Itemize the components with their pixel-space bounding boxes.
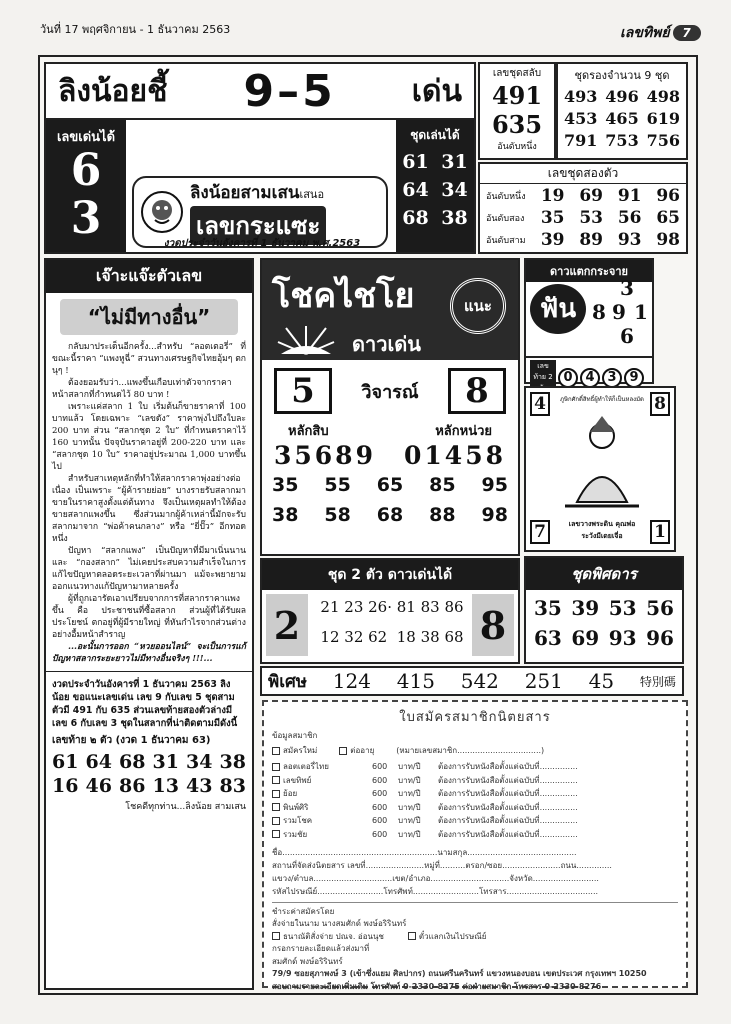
reserve-num: 791: [564, 131, 598, 150]
item-name: เลขทิพย์: [283, 775, 312, 785]
set-play-num: 38: [441, 207, 468, 229]
special-line: [260, 666, 684, 696]
item-price: 600: [372, 829, 388, 839]
article-paragraph: กลับมาประเด็นอีกครั้ง...สำหรับ “ลอตเตอรี่” ที่ขณะนี้ราคา “แพงหูฉี่” สวนทางเศรษฐกิจไทยอุ้มๆ ตกนุๆ !: [52, 342, 246, 376]
item-name: ลอตเตอรี่ไทย: [283, 762, 329, 771]
item-unit: บาท/ปี: [398, 762, 421, 771]
right-digit: 8: [448, 368, 506, 414]
tail-num: 61: [52, 751, 79, 773]
reserve-num: 753: [605, 131, 639, 150]
pay-opt1-label: ธนาณัติสั่งจ่าย ปณจ. อ่อนนุช: [283, 931, 384, 941]
logo-line2: เลขกระแซะ: [190, 206, 326, 245]
special-set-box: [524, 556, 684, 664]
set-play-num: 61: [402, 151, 429, 173]
two-digit-num: 39: [540, 230, 565, 250]
center-num: 85: [429, 474, 456, 496]
item-price: 600: [372, 775, 388, 785]
subscription-form: [262, 700, 688, 991]
reserve-num: 756: [646, 131, 680, 150]
center-num: 58: [324, 504, 351, 526]
item-checkbox[interactable]: [272, 763, 280, 771]
tail-num: 68: [119, 751, 146, 773]
special-line-num: 45: [588, 669, 615, 693]
chokchaiyo-sub2: ดาวเด่น: [352, 332, 421, 356]
reserve-num: 493: [564, 87, 598, 106]
reserve-num: 498: [646, 87, 680, 106]
swap-box: [478, 62, 556, 160]
swap-num-1: 491: [491, 81, 543, 110]
special-set-label: ชุดพิศดาร: [526, 558, 682, 590]
item-name: ย้อย: [283, 789, 298, 799]
two-digit-num: 53: [579, 208, 603, 228]
rank-label: อันดับสาม: [486, 236, 526, 246]
two-digit-num: 19: [540, 186, 565, 206]
send-phone: สอบถามรายละเอียดเพิ่มเติม โทรศัพท์ 0-2330-8275 ต่อฝ่ายสมาชิก โทรสาร 0-2330-8276: [272, 981, 602, 991]
form-field[interactable]: สถานที่จัดส่งนิตยสาร เลขที่.......................หมู่ที่..........ตรอก/ซอย.......................ถนน..............: [272, 860, 612, 870]
opt-new-label: สมัครใหม่: [283, 746, 318, 755]
lead-label: เลขเด่นได้: [56, 130, 116, 145]
two-digit-num: 35: [540, 208, 565, 228]
article-paragraph: เพราะแค่สลาก 1 ใบ เริ่มต้นก็ขายราคาที่ 100 บาทแล้ว โดยเฉพาะ “เลขดัง” ราคาพุ่งไปถึงใบละ 200 บาท ส่วน “สลากชุด 2 ใบ” ที่กำหนดราคาไว้ 160 บาทนั้น ปัจจุบันราคาอยู่ที่ 200-220 บาท และ “สลากชุด 10 ใบ” ราคาอยู่ประมาณ 1,000 บาทขึ้นไป: [52, 402, 246, 472]
two-digit-num: 96: [656, 186, 680, 206]
reserve-num: 619: [646, 109, 680, 128]
pairs-row-2: 12 32 62 18 38 68: [320, 628, 464, 646]
set-play-label: ชุดเล่นได้: [410, 128, 460, 142]
special-num: 69: [571, 626, 600, 650]
two-digit-num: 56: [617, 208, 642, 228]
item-unit: บาท/ปี: [398, 789, 421, 799]
mid-label: วิจารณ์: [361, 381, 419, 403]
star-digit: 9: [612, 300, 626, 324]
form-info: ข้อมูลสมาชิก: [272, 731, 318, 740]
star-digit: 1: [634, 300, 648, 324]
center-num: 65: [376, 474, 404, 496]
item-name: รวมชัย: [283, 829, 308, 839]
item-checkbox[interactable]: [272, 830, 280, 838]
article-column: [44, 258, 254, 990]
swap-rank: อันดับหนึ่ง: [497, 142, 537, 152]
pairs-right-digit: 8: [472, 594, 514, 656]
item-price: 600: [372, 789, 388, 799]
rank-label: อันดับหนึ่ง: [486, 192, 526, 202]
tail-num: 34: [186, 751, 213, 773]
special-num: 35: [534, 596, 562, 620]
set-play-box: [396, 120, 474, 252]
two-digit-num: 65: [656, 208, 680, 228]
pairs-left-digit: 2: [266, 594, 308, 656]
two-digit-num: 98: [656, 230, 680, 250]
center-num: 88: [429, 504, 456, 526]
item-note: ต้องการรับหนังสือตั้งแต่ฉบับที่...............: [438, 762, 578, 771]
item-note: ต้องการรับหนังสือตั้งแต่ฉบับที่...............: [438, 789, 578, 799]
article-summary: งวดประจำวันอังคารที่ 1 ธันวาคม 2563 ลิงน้อย ขอแนะเลขเด่น เลข 9 กับเลข 5 ชุดสามตัวมี 491 กับ 635 ส่วนเลขท้ายสองตัวล่างมีเลข 6 กับเลข 3 ชุดในสลากที่น่าติดตามมีดังนี้: [46, 671, 252, 730]
hermit-caption-2: ระวังมีเดยเจี่อ: [581, 532, 623, 540]
item-unit: บาท/ปี: [398, 775, 421, 785]
tail-label: เลขท้าย ๒ ตัว (งวด 1 ธันวาคม 63): [52, 735, 211, 746]
set-play-num: 34: [441, 179, 468, 201]
member-no-label: (หมายเลขสมาชิก.................................): [396, 746, 545, 755]
rank-label: อันดับสอง: [486, 214, 525, 224]
star-logo: ฟัน: [530, 284, 586, 334]
form-item-row[interactable]: [272, 828, 678, 842]
item-checkbox[interactable]: [272, 817, 280, 825]
item-note: ต้องการรับหนังสือตั้งแต่ฉบับที่...............: [438, 802, 578, 812]
pairs-row-1: 21 23 26· 81 83 86: [320, 598, 464, 616]
form-item-row[interactable]: [272, 787, 678, 801]
units-digits: 01458: [404, 441, 506, 470]
tail-num: 86: [119, 775, 146, 797]
item-checkbox[interactable]: [272, 803, 280, 811]
center-num: 35: [272, 474, 299, 496]
item-unit: บาท/ปี: [398, 816, 421, 826]
issue-date: วันที่ 17 พฤศจิกายน - 1 ธันวาคม 2563: [40, 23, 231, 36]
pay-title: ชำระค่าสมัครโดย: [272, 906, 335, 916]
special-line-num: 542: [460, 669, 499, 693]
tail-num: 64: [85, 751, 112, 773]
set-play-num: 64: [402, 179, 429, 201]
two-digit-num: 91: [617, 186, 642, 206]
page-number: 7: [673, 25, 701, 41]
tail-num: 13: [152, 775, 179, 797]
hermit-bot-right: 1: [650, 520, 670, 544]
item-unit: บาท/ปี: [398, 829, 421, 839]
form-item-row[interactable]: [272, 774, 678, 788]
item-price: 600: [372, 802, 388, 812]
center-num: 68: [376, 504, 404, 526]
form-title: ใบสมัครสมาชิกนิตยสาร: [399, 710, 551, 725]
pay-opt2-label: ตั๋วแลกเงินไปรษณีย์: [418, 931, 487, 941]
send-line: กรอกรายละเอียดแล้วส่งมาที่: [272, 944, 370, 954]
center-num: 95: [481, 474, 508, 496]
special-line-num: 415: [396, 669, 435, 693]
reserve-num: 453: [564, 109, 598, 128]
starburst-icon: [276, 316, 336, 356]
article-heading: เจ๊าะแจ๊ะตัวเลข: [46, 260, 252, 293]
item-note: ต้องการรับหนังสือตั้งแต่ฉบับที่...............: [438, 829, 578, 839]
form-field[interactable]: ชื่อ.............................................................นามสกุล...........................................: [272, 847, 577, 857]
set-play-num: 31: [441, 151, 468, 173]
banner-title-left: ลิงน้อยชี้: [58, 73, 168, 109]
reserve-num: 496: [605, 87, 639, 106]
hermit-caption-1: เลขวางพระดิน คุณพ่อ: [568, 520, 636, 528]
star-digit: 3: [620, 276, 634, 300]
tail-num: 83: [219, 775, 246, 797]
pay-line: สั่งจ่ายในนาม นางสมศักด์ พงษ์อริรินทร์: [272, 919, 407, 929]
item-note: ต้องการรับหนังสือตั้งแต่ฉบับที่...............: [438, 816, 578, 826]
opt-new-checkbox[interactable]: [272, 744, 317, 757]
center-num: 55: [324, 474, 351, 496]
tail-num: 16: [52, 775, 79, 797]
item-price: 600: [372, 762, 388, 771]
top-banner: [44, 62, 476, 254]
tail-circle: 9: [624, 368, 644, 388]
swap-num-2: 635: [491, 110, 543, 139]
two-digit-num: 93: [617, 230, 642, 250]
lead-digit-2: 3: [70, 193, 102, 244]
star-box: [524, 258, 654, 384]
article-paragraph: ผู้ที่ถูกเอารัดเอาเปรียบจากการที่สลากราคาแพงขึ้น คือ ประชาชนที่ซื้อสลาก ส่วนผู้ที่ได้รับผลประโยชน์ ตกอยู่ที่ผู้มีรายใหญ่ ที่หันกำไรจากส่วนต่างอย่างอื้มหน้าสำราญ: [52, 594, 246, 640]
special-num: 39: [571, 596, 600, 620]
set-play-num: 68: [402, 207, 429, 229]
two-digit-num: 89: [579, 230, 603, 250]
special-num: 96: [646, 626, 674, 650]
special-num: 63: [534, 626, 562, 650]
form-item-row[interactable]: [272, 801, 678, 815]
logo-line1-small: เสนอ: [299, 188, 325, 201]
opt-renew-checkbox[interactable]: [339, 744, 374, 757]
form-item-row[interactable]: [272, 760, 678, 774]
star-label: ดาวแตกกระจาย: [526, 260, 652, 282]
center-num: 98: [481, 504, 508, 526]
special-num: 93: [608, 626, 637, 650]
left-digit: 5: [274, 368, 332, 414]
hermit-bot-left: 7: [530, 520, 550, 544]
hermit-icon: [557, 412, 647, 512]
two-digit-label: เลขชุดสองตัว: [480, 164, 686, 184]
tail-num: 38: [219, 751, 246, 773]
tail-circle: 4: [580, 368, 600, 388]
hermit-box: [524, 386, 676, 552]
lead-digit-1: 6: [70, 145, 102, 196]
star-digit: 8: [592, 300, 606, 324]
units-label: หลักหน่วย: [435, 424, 492, 439]
logo-line1: ลิงน้อยสามเสน: [190, 183, 300, 203]
item-unit: บาท/ปี: [398, 802, 421, 812]
tens-digits: 35689: [274, 441, 376, 470]
lead-box: [46, 120, 126, 252]
star-digit: 6: [620, 324, 634, 348]
draw-date: งวดประจำวันอังคารที่ 1 ธันวาคม พ.ศ.2563: [163, 238, 361, 249]
reserve-num: 465: [605, 109, 639, 128]
send-address: 79/9 ซอยสุภาพงษ์ 3 (เข้าซึ่งแยม ศิลปากร) ถนนศรีนครินทร์ แขวงหนองบอน เขตประเวศ กรุงเทพฯ 10250: [272, 969, 647, 979]
special-num: 53: [608, 596, 637, 620]
pay-option-postal-note[interactable]: [408, 931, 486, 944]
center-num: 38: [272, 504, 299, 526]
item-checkbox[interactable]: [272, 790, 280, 798]
two-digit-num: 69: [579, 186, 603, 206]
banner-title-nums: 9–5: [243, 65, 336, 117]
hermit-top-left: 4: [530, 392, 550, 416]
article-paragraph: สำหรับสาเหตุหลักที่ทำให้สลากราคาพุ่งอย่างต่อเนื่อง เป็นเพราะ “ผู้ค้ารายย่อย” บางรายรับสลากมาขายในราคาสูงตั้งแต่ต้นทาง จึงเป็นเหตุผลทำให้ต้องขายสลากแพงขึ้น ซึ่งส่วนมากผู้ค้าเหล่านี้มักจะรับสลากมาจาก “พ่อค้าคนกลาง” หรือ “ยี่ปั๊ว” อีกทอดหนึ่ง: [52, 474, 246, 544]
reserve-box: [556, 62, 688, 160]
tail-num: 46: [85, 775, 112, 797]
form-field[interactable]: แขวง/ตำบล...............................เขต/อำเภอ...............................จังหวัด..........................: [272, 873, 599, 883]
opt-renew-label: ต่ออายุ: [350, 746, 375, 755]
two-digit-box: [478, 162, 688, 254]
tail-num: 31: [152, 751, 179, 773]
item-name: พินพ์ศิริ: [283, 802, 309, 812]
special-line-num: 124: [332, 669, 371, 693]
item-name: รวมโชค: [283, 816, 313, 826]
chokchaiyo-banner: [262, 260, 518, 360]
special-line-num: 251: [524, 669, 563, 693]
swap-label: เลขชุดสลับ: [492, 68, 542, 79]
item-price: 600: [372, 816, 388, 826]
form-item-row[interactable]: [272, 814, 678, 828]
special-num: 56: [646, 596, 674, 620]
chokchaiyo-sub: แนะ: [450, 278, 506, 334]
reserve-label: ชุดรองจำนวน 9 ชุด: [574, 69, 670, 82]
article-signoff: โชคดีทุกท่าน...ลิงน้อย สามเสน: [125, 802, 246, 812]
chokchaiyo-title: โชคไชโย: [272, 276, 415, 316]
special-line-tag: 特別碼: [639, 674, 676, 689]
item-note: ต้องการรับหนังสือตั้งแต่ฉบับที่...............: [438, 775, 578, 785]
tail-circle: 0: [558, 368, 578, 388]
article-title: “ไม่มีทางอื่น”: [60, 299, 238, 335]
magazine-brand: [620, 22, 701, 44]
special-line-label: พิเศษ: [268, 671, 308, 692]
monkey-icon: [140, 186, 184, 238]
tail-circle: 3: [602, 368, 622, 388]
star-tail-label: เลขท้าย 2: [530, 360, 556, 395]
article-paragraph: ...อะนั้นการออก “หวยออนไลน์” จะเป็นการแก้ปัญหาสลากระยะยาวไม่มีทางอื่นจริงๆ !!!...: [52, 642, 246, 664]
send-name: สมศักด์ พงษ์อริรินทร์: [272, 956, 343, 966]
hermit-top-right: 8: [650, 392, 670, 416]
banner-title-right: เด่น: [411, 73, 462, 109]
item-checkbox[interactable]: [272, 776, 280, 784]
hermit-caption-top: ภูษิกศักดิ์สิทธิ์ผู้ทำให้ก็เป็นหลงมัด: [560, 396, 644, 403]
pairs-label: ชุด 2 ตัว ดาวเด่นได้: [262, 560, 518, 590]
pay-option-money-order[interactable]: [272, 931, 384, 944]
center-box: [260, 258, 520, 556]
form-field[interactable]: รหัสไปรษณีย์..........................โทรศัพท์..........................โทรสาร....................................: [272, 886, 599, 896]
tail-num: 43: [186, 775, 213, 797]
brand-name: เลขทิพย์: [620, 25, 670, 41]
article-paragraph: ต้องยอมรับว่า...แพงขึ้นเกือบเท่าตัวจากราคาหน้าสลากที่กำหนดไว้ 80 บาท !: [52, 378, 232, 400]
tens-label: หลักสิบ: [288, 424, 329, 439]
article-paragraph: ปัญหา “สลากแพง” เป็นปัญหาที่มีมาเนิ่นนานและ “กองสลาก” ไม่เคยประสบความสำเร็จในการแก้ไขปัญหาตลอดระยะเวลาที่ผ่านมา แม้จะพยายามออกแนวทางแก้ปัญหามาหลายครั้ง: [52, 546, 246, 592]
pairs-box: [260, 558, 520, 664]
